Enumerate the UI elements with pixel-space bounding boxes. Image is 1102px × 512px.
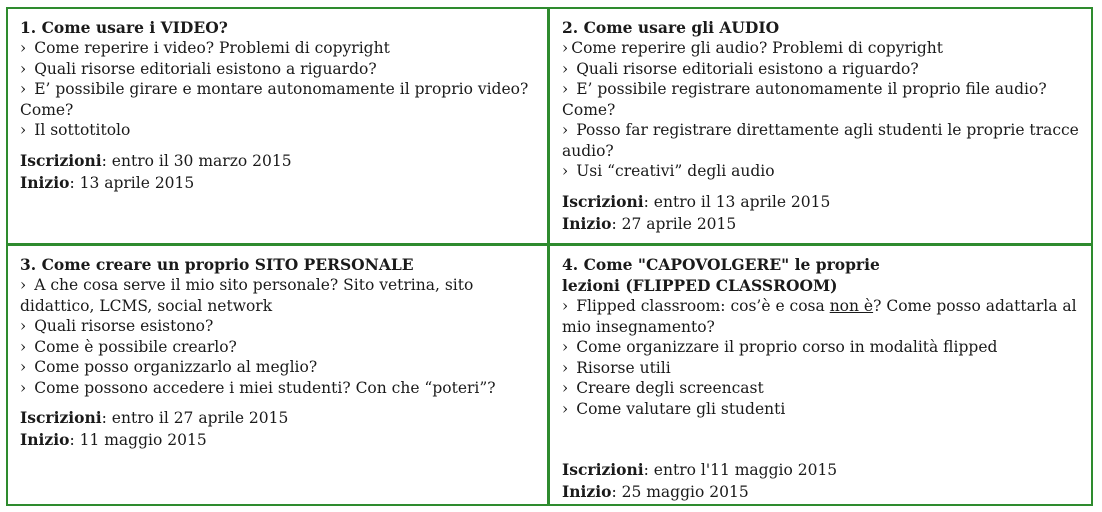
iscrizioni-line: Iscrizioni: entro l'11 maggio 2015 — [562, 460, 838, 479]
list-item: › Quali risorse editoriali esistono a riguardo? — [562, 59, 919, 78]
list-item: › Quali risorse editoriali esistono a riguardo? — [20, 59, 377, 78]
inizio-line: Inizio: 25 maggio 2015 — [562, 482, 749, 501]
bullet-icon: › — [562, 297, 569, 315]
topic-list — [20, 38, 535, 141]
list-item: › Come possono accedere i miei studenti? Con che “poteri”? — [20, 378, 496, 397]
course-cell-flipped — [550, 246, 1091, 504]
bullet-icon: › — [562, 338, 569, 356]
course-title: 1. Come usare i VIDEO? — [20, 18, 228, 37]
inizio-line: Inizio: 11 maggio 2015 — [20, 430, 207, 449]
list-item: › Posso far registrare direttamente agli studenti le proprie tracce audio? — [562, 121, 1079, 160]
list-item: › E’ possibile registrare autonomamente il proprio file audio? Come? — [562, 80, 1047, 119]
bullet-icon: › — [562, 80, 569, 98]
topic-list — [20, 275, 535, 398]
course-dates — [20, 407, 535, 451]
bullet-icon: › — [562, 399, 569, 418]
course-title: 2. Come usare gli AUDIO — [562, 18, 780, 37]
course-cell-audio — [550, 9, 1091, 246]
list-item: › Il sottotitolo — [20, 121, 131, 139]
iscrizioni-line: Iscrizioni: entro il 13 aprile 2015 — [562, 191, 831, 211]
bullet-icon: › — [562, 358, 569, 377]
bullet-icon: › — [20, 358, 27, 376]
bullet-icon: › — [562, 59, 569, 78]
list-item: › Quali risorse esistono? — [20, 317, 214, 335]
bullet-icon: › — [562, 162, 569, 180]
topic-list — [562, 296, 1079, 419]
bullet-icon: › — [20, 80, 27, 98]
course-title-line1: 4. Come "CAPOVOLGERE" le proprie — [562, 255, 880, 274]
list-item: › Come valutare gli studenti — [562, 399, 786, 418]
list-item: › Usi “creativi” degli audio — [562, 162, 775, 180]
list-item: › Creare degli screencast — [562, 379, 764, 397]
course-title-line2: lezioni (FLIPPED CLASSROOM) — [562, 276, 838, 295]
bullet-icon: › — [20, 121, 27, 139]
bullet-icon: › — [20, 276, 27, 294]
bullet-icon: › — [562, 379, 569, 397]
list-item: › Come è possibile crearlo? — [20, 337, 237, 356]
bullet-icon: › — [20, 337, 27, 356]
courses-table — [6, 7, 1093, 506]
course-title — [562, 254, 1079, 296]
bullet-icon: › — [20, 39, 27, 57]
course-dates — [562, 191, 1079, 235]
course-dates — [20, 150, 535, 194]
bullet-icon: › — [562, 121, 569, 139]
inizio-line: Inizio: 27 aprile 2015 — [562, 213, 737, 233]
inizio-line: Inizio: 13 aprile 2015 — [20, 172, 195, 192]
list-item: › A che cosa serve il mio sito personale? Sito vetrina, sito didattico, LCMS, social network — [20, 276, 474, 315]
course-cell-video — [8, 9, 550, 246]
list-item: › Come reperire i video? Problemi di copyright — [20, 39, 390, 57]
iscrizioni-line: Iscrizioni: entro il 27 aprile 2015 — [20, 408, 289, 427]
bullet-icon: › — [20, 59, 27, 78]
list-item: › Risorse utili — [562, 358, 671, 377]
course-title: 3. Come creare un proprio SITO PERSONALE — [20, 255, 414, 274]
course-dates — [562, 459, 1079, 503]
iscrizioni-line: Iscrizioni: entro il 30 marzo 2015 — [20, 150, 292, 170]
list-item: › Come posso organizzarlo al meglio? — [20, 358, 318, 376]
course-cell-sito — [8, 246, 550, 504]
list-item: › Come organizzare il proprio corso in modalità flipped — [562, 338, 998, 356]
topic-list — [562, 38, 1079, 182]
list-item: › Flipped classroom: cos’è e cosa non è? Come posso adattarla al mio insegnamento? — [562, 297, 1077, 336]
bullet-icon: › — [20, 317, 27, 335]
list-item: › E’ possibile girare e montare autonomamente il proprio video? Come? — [20, 80, 529, 119]
list-item: › Come reperire gli audio? Problemi di copyright — [562, 39, 943, 57]
bullet-icon: › — [562, 39, 569, 57]
bullet-icon: › — [20, 378, 27, 397]
